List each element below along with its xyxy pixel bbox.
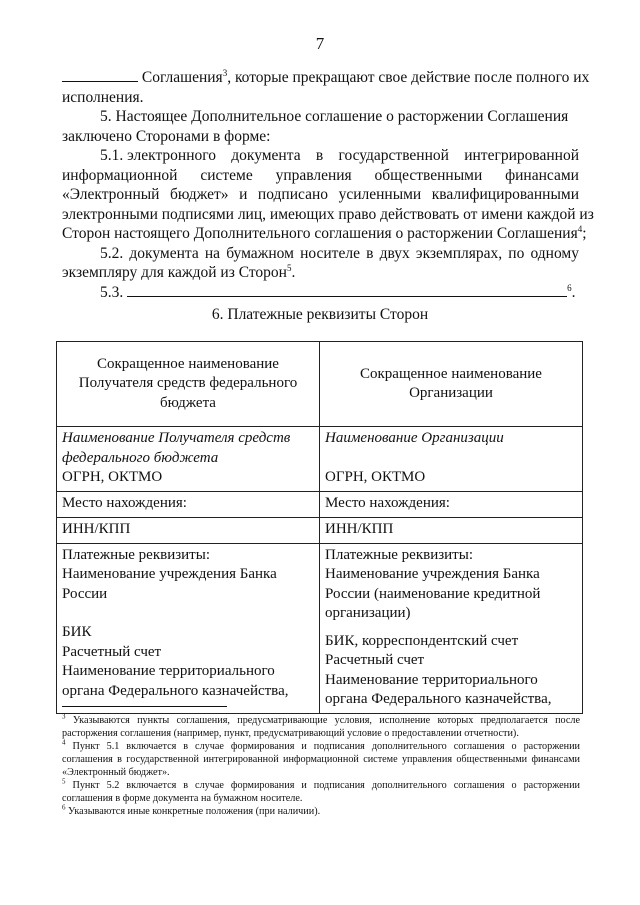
footnote-5: $^5$ Пункт 5.2 включается в случае формирования и подписания дополнительного соглашения о расторжении соглашения в форме документа на бумажном носителе. — [62, 777, 581, 804]
cell-recipient-inn: ИНН/КПП — [57, 517, 320, 543]
section-heading: 6. Платежные реквизиты Сторон — [211, 306, 429, 323]
clause-5-1-line-3: «Электронный бюджет» и подписано усиленными квалифицированными — [62, 186, 579, 203]
cell-organization-name: Наименование Организации ОГРН, ОКТМО — [320, 427, 583, 492]
footnote-3: $^3$ Указываются пункты соглашения, предусматривающие условия, исполнение которых предполагается после расторжения соглашения (например, пункт, предусматривающий условие о предоставлении отчетности). — [62, 712, 581, 739]
cell-organization-location: Место нахождения: — [320, 491, 583, 517]
fill-in-blank — [127, 296, 567, 297]
paragraph-continuation-line-1: Соглашения$^3$, которые прекращают свое действие после полного их — [62, 68, 589, 88]
fill-in-blank — [62, 81, 138, 82]
cell-recipient-payment: Платежные реквизиты: Наименование учреждения Банка России БИК Расчетный счет Наименование территориального органа Федерального казначейства, — [57, 543, 320, 713]
clause-5-1-line-2: информационной системе управления общественными финансами — [62, 167, 579, 184]
page-number: 7 — [315, 34, 325, 53]
paragraph-continuation-line-2: исполнения. — [62, 89, 144, 106]
table-row — [57, 342, 583, 427]
clause-5-line-1: 5. Настоящее Дополнительное соглашение о расторжении Соглашения — [100, 108, 569, 125]
header-organization: Сокращенное наименование Организации — [320, 342, 583, 427]
table-row — [57, 517, 583, 543]
clause-5-2-line-2: экземпляру для каждой из Сторон$^5$. — [62, 262, 296, 281]
cell-organization-inn: ИНН/КПП — [320, 517, 583, 543]
footnote-4: $^4$ Пункт 5.1 включается в случае формирования и подписания дополнительного соглашения о расторжении соглашения в государственной интегрированной информационной системе управления общественными финансами «Электронный бюджет». — [62, 738, 581, 778]
payment-requisites-table — [56, 341, 583, 714]
table-row — [57, 427, 583, 492]
cell-recipient-location: Место нахождения: — [57, 491, 320, 517]
cell-recipient-name: Наименование Получателя средств федерального бюджета ОГРН, ОКТМО — [57, 427, 320, 492]
clause-5-3-line: 5.3. $^6$. — [100, 282, 576, 301]
clause-5-2-line-1: 5.2. документа на бумажном носителе в двух экземплярах, по одному — [100, 245, 579, 262]
clause-5-1-line-1: 5.1. электронного документа в государственной интегрированной — [100, 147, 579, 164]
table-row — [57, 543, 583, 713]
footnote-6: $^6$ Указываются иные конкретные положения (при наличии). — [62, 803, 321, 817]
clause-5-line-2: заключено Сторонами в форме: — [62, 128, 271, 145]
header-recipient: Сокращенное наименование Получателя средств федерального бюджета — [57, 342, 320, 427]
table-row — [57, 491, 583, 517]
clause-5-1-line-5: Сторон настоящего Дополнительного соглашения о расторжении Соглашения$^4$; — [62, 223, 587, 242]
clause-5-1-line-4: электронными подписями лиц, имеющих право действовать от имени каждой из — [62, 206, 594, 223]
cell-organization-payment: Платежные реквизиты: Наименование учреждения Банка России (наименование кредитной организации) БИК, корреспондентский счет Расчетный счет Наименование территориального органа Федерального казначейства, — [320, 543, 583, 713]
footnote-separator — [62, 706, 227, 707]
